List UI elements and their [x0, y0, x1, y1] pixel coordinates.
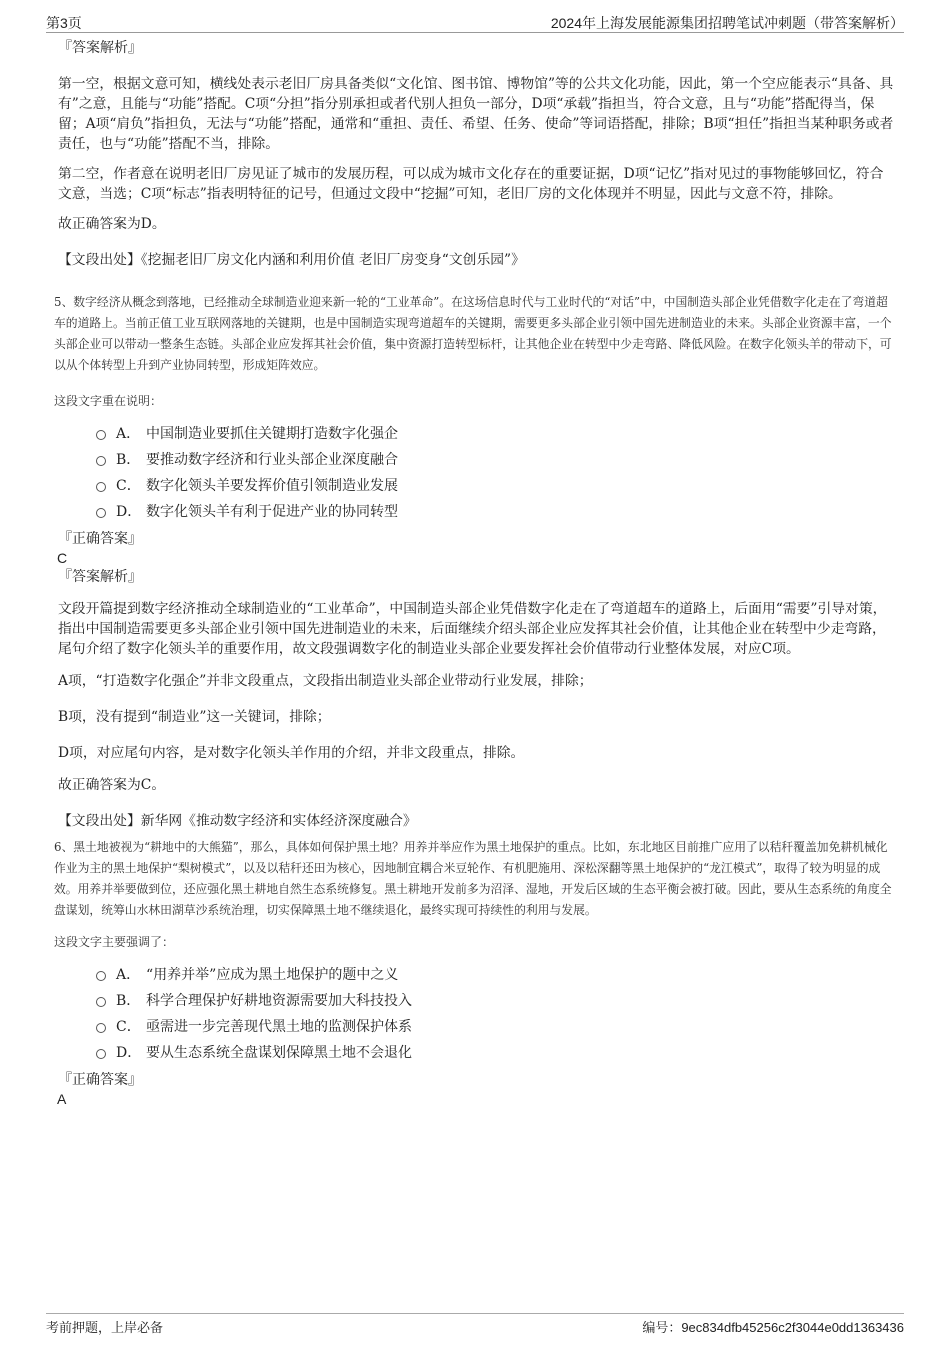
option-letter: D． [116, 1045, 142, 1061]
radio-icon[interactable] [96, 508, 106, 518]
analysis-paragraph: D项，对应尾句内容，是对数字化领头羊作用的介绍，并非文段重点，排除。 [58, 745, 525, 761]
option-text: 数字化领头羊有利于促进产业的协同转型 [146, 504, 398, 520]
source-citation: 【文段出处】新华网《推动数字经济和实体经济深度融合》 [58, 813, 417, 829]
option-letter: B． [116, 993, 141, 1009]
question-6-prompt: 这段文字主要强调了： [54, 935, 175, 949]
question-6-stem: 6、黑土地被视为“耕地中的大熊猫”，那么，具体如何保护黑土地？用养并举应作为黑土地保护的重点。比如，东北地区目前推广应用了以秸秆覆盖加免耕机械化作业为主的黑土地保护“梨树模式”，以及以秸秆还田为核心，因地制宜耦合米豆轮作、有机肥施用、深松深翻等黑土地保护的“龙江模式”，取得了较为明显的成效。用养并举要做到位，还应强化黑土耕地自然生态系统修复。黑土耕地开发前多为沼泽、湿地，开发后区域的生态平衡会被打破。因此，要从生态系统的角度全盘谋划，统筹山水林田湖草沙系统治理，切实保障黑土地不继续退化，最终实现可持续性的利用与发展。 [54, 840, 892, 917]
question-5-stem: 5、数字经济从概念到落地，已经推动全球制造业迎来新一轮的“工业革命”。在这场信息时代与工业时代的“对话”中，中国制造头部企业凭借数字化走在了弯道超车的道路上。当前正值工业互联网落地的关键期，也是中国制造实现弯道超车的关键期，需要更多头部企业引领中国先进制造业的未来。头部企业资源丰富，一个头部企业可以带动一整条生态链。头部企业应发挥其社会价值，集中资源打造转型标杆，让其他企业在转型中少走弯路、降低风险。在数字化领头羊的带动下，可以从个体转型上升到产业协同转型，形成矩阵效应。 [54, 295, 892, 372]
serial-label: 编号： [642, 1320, 682, 1335]
analysis-paragraph: 第一空，根据文意可知，横线处表示老旧厂房具备类似“文化馆、图书馆、博物馆”等的公共文化功能，因此，第一个空应能表示“具备、具有”之意，且能与“功能”搭配。C项“分担”指分别承担或者代别人担负一部分，D项“承载”指担当，符合文意，且与“功能”搭配得当，保留；A项“肩负”指担负，无法与“功能”搭配，通常和“重担、责任、希望、任务、使命”等词语搭配，排除；B项“担任”指担当某种职务或者责任，也与“功能”搭配不当，排除。 [58, 76, 894, 152]
footer-motto: 考前押题，上岸必备 [46, 1321, 164, 1336]
option-b[interactable] [96, 988, 900, 1014]
analysis-paragraph: B项，没有提到“制造业”这一关键词，排除； [58, 709, 331, 725]
document-serial [642, 1317, 904, 1336]
radio-icon[interactable] [96, 1023, 106, 1033]
serial-value: 9ec834dfb45256c2f3044e0dd1363436 [681, 1320, 904, 1335]
analysis-conclusion: 故正确答案为C。 [58, 777, 166, 793]
option-letter: A． [116, 426, 141, 442]
option-a[interactable] [96, 962, 900, 988]
option-text: 要从生态系统全盘谋划保障黑土地不会退化 [146, 1045, 412, 1061]
radio-icon[interactable] [96, 456, 106, 466]
answer-analysis-tag: 『答案解析』 [58, 40, 142, 56]
option-text: “用养并举”应成为黑土地保护的题中之义 [146, 967, 399, 983]
option-text: 要推动数字经济和行业头部企业深度融合 [146, 452, 398, 468]
option-letter: C． [116, 1019, 141, 1035]
question-5-options [96, 421, 900, 525]
question-6-options [96, 962, 900, 1066]
option-c[interactable] [96, 473, 900, 499]
radio-icon[interactable] [96, 1049, 106, 1059]
source-citation: 【文段出处】《挖掘老旧厂房文化内涵和利用价值 老旧厂房变身“文创乐园”》 [58, 252, 525, 268]
document-title: 2024年上海发展能源集团招聘笔试冲刺题（带答案解析） [550, 15, 904, 31]
correct-answer-tag: 『正确答案』 [58, 1072, 142, 1088]
answer-analysis-tag: 『答案解析』 [58, 569, 142, 585]
correct-answer: C [57, 550, 68, 566]
radio-icon[interactable] [96, 997, 106, 1007]
option-letter: B． [116, 452, 141, 468]
option-letter: A． [116, 967, 141, 983]
page-header [46, 10, 904, 33]
option-d[interactable] [96, 1040, 900, 1066]
option-c[interactable] [96, 1014, 900, 1040]
page-footer [46, 1313, 904, 1338]
correct-answer: A [57, 1091, 67, 1107]
radio-icon[interactable] [96, 482, 106, 492]
correct-answer-tag: 『正确答案』 [58, 531, 142, 547]
analysis-conclusion: 故正确答案为D。 [58, 216, 166, 232]
option-letter: D． [116, 504, 142, 520]
page-content [52, 38, 900, 1108]
option-text: 数字化领头羊要发挥价值引领制造业发展 [146, 478, 398, 494]
option-text: 亟需进一步完善现代黑土地的监测保护体系 [146, 1019, 412, 1035]
radio-icon[interactable] [96, 971, 106, 981]
radio-icon[interactable] [96, 430, 106, 440]
analysis-paragraph: A项，“打造数字化强企”并非文段重点，文段指出制造业头部企业带动行业发展，排除； [58, 673, 593, 689]
option-text: 中国制造业要抓住关键期打造数字化强企 [146, 426, 398, 442]
option-d[interactable] [96, 499, 900, 525]
option-b[interactable] [96, 447, 900, 473]
option-text: 科学合理保护好耕地资源需要加大科技投入 [146, 993, 412, 1009]
question-5-prompt: 这段文字重在说明： [54, 394, 163, 408]
option-letter: C． [116, 478, 141, 494]
page-number: 第3页 [46, 15, 82, 31]
analysis-paragraph: 文段开篇提到数字经济推动全球制造业的“工业革命”，中国制造头部企业凭借数字化走在了弯道超车的道路上，后面用“需要”引导对策，指出中国制造需要更多头部企业引领中国先进制造业的未来，后面继续介绍头部企业应发挥其社会价值，让其他企业在转型中少走弯路，尾句介绍了数字化领头羊的重要作用，故文段强调数字化的制造业头部企业要发挥社会价值带动行业整体发展，对应C项。 [58, 601, 887, 657]
analysis-paragraph: 第二空，作者意在说明老旧厂房见证了城市的发展历程，可以成为城市文化存在的重要证据，D项“记忆”指对见过的事物能够回忆，符合文意，当选；C项“标志”指表明特征的记号，但通过文段中“挖掘”可知，老旧厂房的文化体现并不明显，因此与文意不符，排除。 [58, 166, 884, 202]
option-a[interactable] [96, 421, 900, 447]
